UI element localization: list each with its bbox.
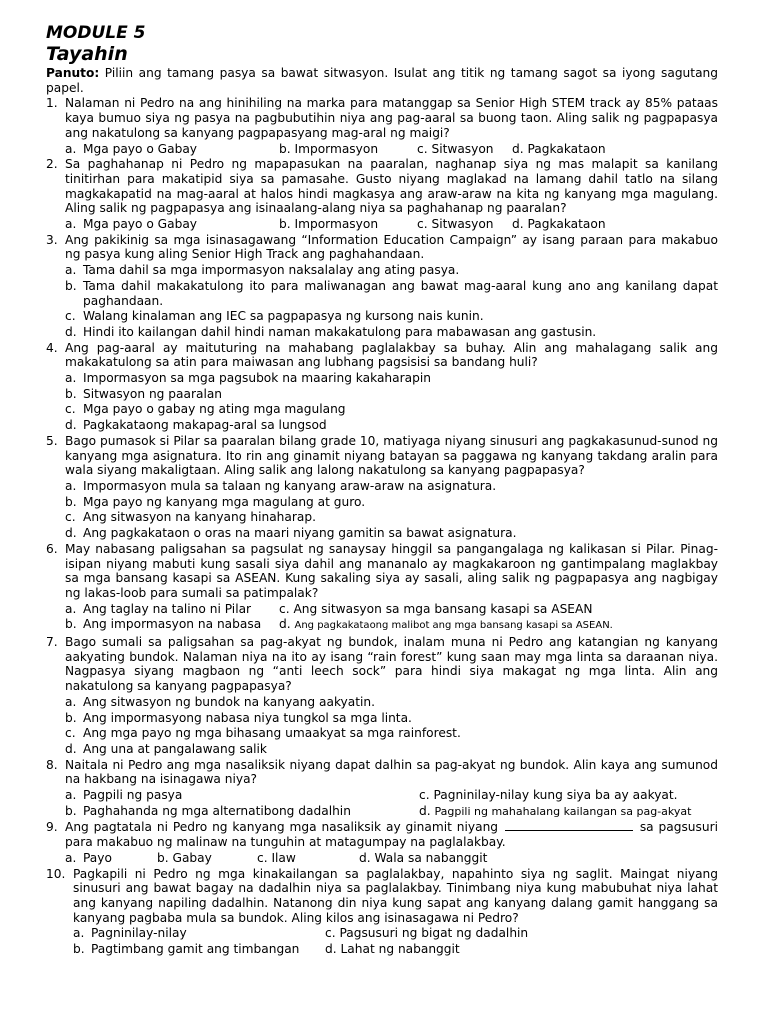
choice-c: [257, 851, 359, 866]
choice-letter: b.: [65, 617, 77, 632]
choice-a: [65, 263, 718, 278]
choice-text: Pagninilay-nilay: [91, 926, 187, 941]
choice-c: [65, 726, 718, 741]
question-text: [65, 820, 718, 849]
choice-letter: a.: [65, 694, 77, 709]
choices-row: [73, 926, 718, 941]
instructions: [46, 66, 718, 95]
question-text: Nalaman ni Pedro na ang hinihiling na marka para matanggap sa Senior High STEM track ay 85% pataas kaya bumuo siya ng pasya na pagbubutihin niya ang pag-aaral sa buong taon. Aling salik ng pagpapasya ang nakatulong sa kanyang pagpapasyang mag-aral ng maigi?: [65, 96, 718, 140]
choice-c: [65, 309, 718, 324]
choice-b: [73, 942, 325, 957]
choice-a: [73, 926, 325, 941]
choice-text: Mga payo o Gabay: [83, 141, 198, 156]
choice-b: [65, 804, 419, 819]
question-8: [46, 758, 718, 820]
choice-letter: c.: [257, 850, 268, 865]
question-text: May nabasang paligsahan sa pagsulat ng sanaysay hinggil sa pangangalaga ng kalikasan si Pilar. Pinag-isipan niyang mabuti kung sasali siya dahil ang mananalo ay magkakaroon ng gantimpalang maglakbay sa mga bansang kasapi sa ASEAN. Kung sakaling siya ay sasali, aling salik ng pagpapasya ang nagbigay ng lakas-loob para sumali sa patimpalak?: [65, 541, 718, 600]
choices-row: [65, 788, 718, 803]
choice-text: Ang sitwasyon sa mga bansang kasapi sa ASEAN: [293, 601, 593, 616]
choice-text: Pagtimbang gamit ang timbangan: [91, 942, 300, 957]
choice-b: [65, 711, 718, 726]
choice-text: Sitwasyon: [431, 217, 494, 232]
choice-text: Sitwasyon: [431, 141, 494, 156]
choices-row: [65, 617, 718, 634]
choice-a: [65, 788, 419, 803]
choice-b: [279, 142, 417, 157]
question-3: [46, 233, 718, 340]
choice-letter: c.: [65, 309, 76, 324]
choice-text: Sitwasyon ng paaralan: [83, 386, 223, 401]
choices-list: [65, 479, 718, 541]
choice-letter: b.: [65, 710, 77, 725]
choice-letter: a.: [65, 217, 77, 232]
question-1: [46, 96, 718, 156]
choice-letter: c.: [417, 217, 428, 232]
choice-c: [65, 510, 718, 525]
choice-a: [65, 602, 279, 617]
choice-d: [279, 617, 613, 634]
choice-text: Walang kinalaman ang IEC sa pagpapasya ng kursong nais kunin.: [83, 309, 484, 324]
choice-text: Ang pagkakataong malibot ang mga bansang kasapi sa ASEAN.: [294, 620, 613, 632]
question-number: 6.: [46, 541, 58, 556]
choice-a: [65, 371, 718, 386]
choice-b: [279, 217, 417, 232]
choice-text: Ilaw: [271, 850, 296, 865]
choice-text: Tama dahil makakatulong ito para maliwanagan ang bawat mag-aaral kung ano ang kanilang dapat paghandaan.: [83, 278, 718, 308]
choice-c: [65, 402, 718, 417]
choice-letter: c.: [65, 402, 76, 417]
choice-text: Pagkakataon: [527, 217, 606, 232]
choice-letter: a.: [73, 926, 85, 941]
choice-text: Pagninilay-nilay kung siya ba ay aakyat.: [433, 788, 678, 803]
choices-list: [65, 695, 718, 757]
question-4: [46, 341, 718, 433]
question-9: [46, 820, 718, 865]
question-text-after: sa pagsusuri para makabuo ng malinaw na tunguhin at matagumpay na paglalakbay.: [65, 820, 719, 850]
question-number: 7.: [46, 635, 58, 650]
choice-letter: d.: [325, 942, 337, 957]
choice-letter: d.: [65, 526, 77, 541]
question-number: 5.: [46, 433, 58, 448]
choice-letter: b.: [73, 942, 85, 957]
answer-blank: [505, 820, 633, 831]
choice-letter: b.: [279, 217, 291, 232]
choice-text: Paghahanda ng mga alternatibong dadalhin: [83, 803, 351, 818]
question-number: 2.: [46, 157, 58, 172]
choice-d: [65, 325, 718, 340]
choices-list: [65, 371, 718, 433]
choice-d: [419, 804, 691, 820]
question-text: Ang pakikinig sa mga isinasagawang “Information Education Campaign” ay isang paraan para makabuo ng pasya kung aling Senior High Track ang paghahandaan.: [65, 232, 718, 262]
choice-letter: b.: [157, 850, 169, 865]
choice-letter: a.: [65, 141, 77, 156]
question-10: [46, 867, 718, 957]
choice-text: Ang impormasyong nabasa niya tungkol sa mga linta.: [83, 710, 412, 725]
module-label: MODULE 5: [46, 23, 146, 43]
question-2: [46, 157, 718, 232]
choice-d: [325, 942, 460, 957]
choice-letter: d.: [512, 217, 524, 232]
choice-text: Ang una at pangalawang salik: [83, 741, 267, 756]
choice-d: [359, 851, 487, 866]
question-text: Ang pag-aaral ay maituturing na mahabang paglalakbay sa buhay. Alin ang mahalagang salik ang makakatulong sa atin para maiwasan ang lubhang pagsisisi sa bandang huli?: [65, 340, 718, 370]
choice-b: [157, 851, 257, 866]
choice-text: Hindi ito kailangan dahil hindi naman makakatulong para mabawasan ang gastusin.: [83, 324, 597, 339]
choices-row: [65, 851, 718, 866]
choice-letter: a.: [65, 850, 77, 865]
choice-d: [512, 142, 606, 157]
question-7: [46, 635, 718, 757]
choice-b: [65, 387, 718, 402]
choice-d: [512, 217, 606, 232]
choice-letter: d.: [65, 324, 77, 339]
choice-text: Ang pagkakataon o oras na maari niyang gamitin sa bawat asignatura.: [83, 526, 517, 541]
choices-row: [65, 217, 718, 232]
choice-letter: d.: [419, 803, 431, 818]
choice-letter: c.: [417, 141, 428, 156]
choice-text: Ang taglay na talino ni Pilar: [83, 601, 252, 616]
choice-letter: a.: [65, 601, 77, 616]
choice-a: [65, 217, 279, 232]
question-number: 10.: [46, 866, 66, 881]
choice-c: [325, 926, 528, 941]
choice-letter: a.: [65, 371, 77, 386]
choice-text: Mga payo ng kanyang mga magulang at guro.: [83, 494, 366, 509]
choice-letter: c.: [419, 788, 430, 803]
choice-letter: d.: [359, 850, 371, 865]
choice-letter: c.: [65, 726, 76, 741]
choice-a: [65, 479, 718, 494]
question-6: [46, 542, 718, 634]
choice-c: [279, 602, 592, 617]
choice-letter: b.: [65, 494, 77, 509]
choice-letter: c.: [325, 926, 336, 941]
choices-row: [65, 804, 718, 820]
choice-letter: a.: [65, 478, 77, 493]
choice-c: [417, 142, 512, 157]
question-text-before: Ang pagtatala ni Pedro ng kanyang mga nasaliksik ay ginamit niyang: [65, 820, 499, 835]
question-number: 9.: [46, 820, 58, 835]
choice-text: Impormasyon: [294, 217, 379, 232]
choice-a: [65, 695, 718, 710]
choice-text: Ang sitwasyon ng bundok na kanyang aakyatin.: [83, 694, 376, 709]
choice-letter: a.: [65, 263, 77, 278]
choice-letter: d.: [65, 418, 77, 433]
question-5: [46, 434, 718, 541]
choice-letter: b.: [65, 386, 77, 401]
choice-c: [419, 788, 678, 803]
choice-b: [65, 617, 279, 632]
question-number: 1.: [46, 96, 58, 111]
choice-text: Ang sitwasyon na kanyang hinaharap.: [83, 510, 316, 525]
question-number: 3.: [46, 232, 58, 247]
choice-text: Mga payo o Gabay: [83, 217, 198, 232]
choice-letter: b.: [65, 803, 77, 818]
choice-text: Pagpili ng pasya: [83, 788, 183, 803]
choice-letter: c.: [279, 601, 290, 616]
instructions-label: Panuto:: [46, 66, 100, 80]
question-text: Pagkapili ni Pedro ng mga kinakailangan sa paglalakbay, napahinto siya ng saglit. Maingat niyang sinusuri ang bawat bagay na dadalhin niya sa paglalakbay. Tinimbang niya kung mabubuhat niya lahat ang kanyang napiling dadalhin. Natanong din niya kung sapat ang kanyang dalang gamit hanggang sa kanyang pagbaba mula sa bundok. Aling kilos ang isinasagawa ni Pedro?: [73, 866, 718, 925]
choice-letter: a.: [65, 788, 77, 803]
choice-text: Pagkakataon: [527, 141, 606, 156]
choice-c: [417, 217, 512, 232]
question-text: Naitala ni Pedro ang mga nasaliksik niyang dapat dalhin sa pag-akyat ng bundok. Alin kaya ang sumunod na hakbang na isinagawa niya?: [65, 757, 718, 787]
choice-text: Impormasyon sa mga pagsubok na maaring kakaharapin: [83, 371, 431, 386]
question-text: Bago pumasok si Pilar sa paaralan bilang grade 10, matiyaga niyang sinusuri ang pagkakasunud-sunod ng kanyang mga asignatura. Ito rin ang ginamit niyang batayan sa paggawa ng kanyang takdang aralin para wala siyang makaligtaan. Aling salik ang lalong nakatulong sa kanyang pagpapasya?: [65, 433, 718, 478]
choice-text: Payo: [83, 850, 112, 865]
choice-d: [65, 526, 718, 541]
choice-letter: c.: [65, 510, 76, 525]
choice-text: Pagsusuri ng bigat ng dadalhin: [339, 926, 529, 941]
choice-b: [65, 495, 718, 510]
choice-text: Gabay: [172, 850, 212, 865]
page-title: Tayahin: [46, 43, 128, 65]
choice-b: [65, 279, 718, 308]
worksheet-page: [46, 24, 718, 957]
choice-text: Lahat ng nabanggit: [340, 942, 460, 957]
choice-d: [65, 742, 718, 757]
choices-row: [73, 942, 718, 957]
choice-text: Wala sa nabanggit: [374, 850, 488, 865]
choice-text: Impormasyon mula sa talaan ng kanyang araw-araw na asignatura.: [83, 478, 497, 493]
choice-d: [65, 418, 718, 433]
choice-letter: b.: [279, 141, 291, 156]
choice-text: Mga payo o gabay ng ating mga magulang: [83, 402, 346, 417]
instructions-text: Piliin ang tamang pasya sa bawat sitwasyon. Isulat ang titik ng tamang sagot sa iyong sagutang papel.: [46, 66, 718, 95]
choice-letter: d.: [512, 141, 524, 156]
choice-a: [65, 142, 279, 157]
choice-text: Ang mga payo ng mga bihasang umaakyat sa mga rainforest.: [83, 726, 461, 741]
choices-row: [65, 142, 718, 157]
choice-text: Tama dahil sa mga impormasyon naksalalay ang ating pasya.: [83, 263, 460, 278]
choice-text: Pagkakataong makapag-aral sa lungsod: [83, 418, 327, 433]
choice-letter: b.: [65, 278, 77, 293]
choice-letter: d.: [65, 741, 77, 756]
choice-letter: d.: [279, 617, 291, 632]
choice-text: Pagpili ng mahahalang kailangan sa pag-akyat: [434, 804, 692, 818]
question-number: 4.: [46, 340, 58, 355]
choice-a: [65, 851, 157, 866]
question-text: Sa paghahanap ni Pedro ng mapapasukan na paaralan, naghanap siya ng mas malapit sa kanilang tinitirhan para makatipid siya sa pamasahe. Gusto niyang maglakad na lamang dahil tatlo na silang magkakapatid na mag-aaral at halos hindi magkasya ang araw-araw na kita ng kanyang mga magulang. Aling salik ng pagpapasya ang isinaalang-alang niya sa paghahanap ng paaralan?: [65, 157, 718, 216]
question-text: Bago sumali sa paligsahan sa pag-akyat ng bundok, inalam muna ni Pedro ang katangian ng kanyang aakyating bundok. Nalaman niya na ito ay isang “rain forest” kung saan may mga linta sa daraanan niya. Nagpasya siyang magbaon ng “anti leech sock” para hindi siya makagat ng mga linta. Alin ang nakatulong sa kanyang pagpapasya?: [65, 635, 718, 694]
choice-text: Ang impormasyon na nabasa: [83, 617, 262, 632]
choices-row: [65, 602, 718, 617]
choices-list: [65, 263, 718, 340]
question-number: 8.: [46, 757, 58, 772]
choice-text: Impormasyon: [294, 141, 379, 156]
